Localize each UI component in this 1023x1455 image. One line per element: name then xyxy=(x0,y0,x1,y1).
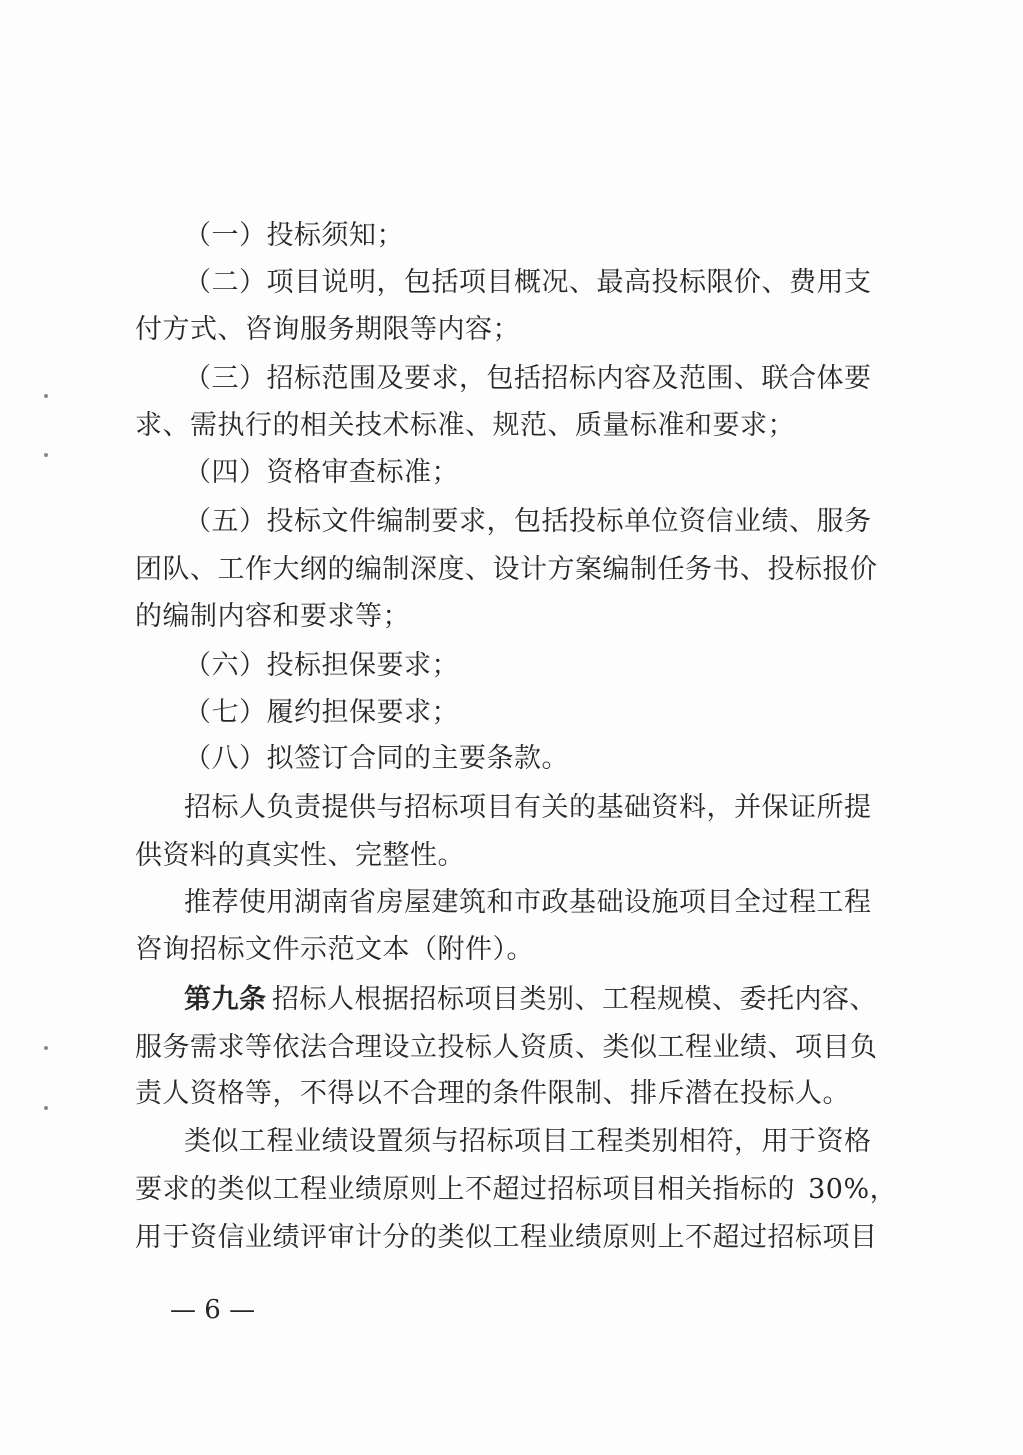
article-title: 第九条 xyxy=(184,984,267,1015)
body-paragraph-cont: 要求的类似工程业绩原则上不超过招标项目相关指标的 30%， xyxy=(135,1174,898,1205)
list-item-2: （二）项目说明，包括项目概况、最高投标限价、费用支 xyxy=(184,267,872,298)
body-paragraph: 类似工程业绩设置须与招标项目工程类别相符，用于资格 xyxy=(184,1126,872,1157)
list-item-1: （一）投标须知； xyxy=(184,220,404,251)
list-item-3: （三）招标范围及要求，包括招标内容及范围、联合体要 xyxy=(184,363,872,394)
body-paragraph-cont: 用于资信业绩评审计分的类似工程业绩原则上不超过招标项目 xyxy=(135,1222,878,1253)
scan-margin-mark xyxy=(44,1106,48,1110)
article-text-cont: 责人资格等，不得以不合理的条件限制、排斥潜在投标人。 xyxy=(135,1078,850,1109)
list-item-2-cont: 付方式、咨询服务期限等内容； xyxy=(135,314,520,345)
list-item-5: （五）投标文件编制要求，包括投标单位资信业绩、服务 xyxy=(184,506,872,537)
body-paragraph-cont: 咨询招标文件示范文本（附件）。 xyxy=(135,934,534,965)
page-number: — 6 — xyxy=(170,1295,256,1325)
list-item-8: （八）拟签订合同的主要条款。 xyxy=(184,743,569,774)
body-paragraph: 招标人负责提供与招标项目有关的基础资料，并保证所提 xyxy=(184,792,872,823)
list-item-7: （七）履约担保要求； xyxy=(184,697,459,728)
scan-margin-mark xyxy=(44,1046,48,1050)
list-item-3-cont: 求、需执行的相关技术标准、规范、质量标准和要求； xyxy=(135,410,795,441)
scan-margin-mark xyxy=(44,394,48,398)
scan-margin-mark xyxy=(44,453,48,457)
list-item-5-cont: 团队、工作大纲的编制深度、设计方案编制任务书、投标报价 xyxy=(135,554,878,585)
list-item-5-cont: 的编制内容和要求等； xyxy=(135,601,410,632)
article-text: 招标人根据招标项目类别、工程规模、委托内容、 xyxy=(272,984,877,1015)
list-item-6: （六）投标担保要求； xyxy=(184,650,459,681)
body-paragraph-cont: 供资料的真实性、完整性。 xyxy=(135,840,465,871)
body-paragraph: 推荐使用湖南省房屋建筑和市政基础设施项目全过程工程 xyxy=(184,887,872,918)
article-text-cont: 服务需求等依法合理设立投标人资质、类似工程业绩、项目负 xyxy=(135,1032,878,1063)
list-item-4: （四）资格审查标准； xyxy=(184,457,459,488)
